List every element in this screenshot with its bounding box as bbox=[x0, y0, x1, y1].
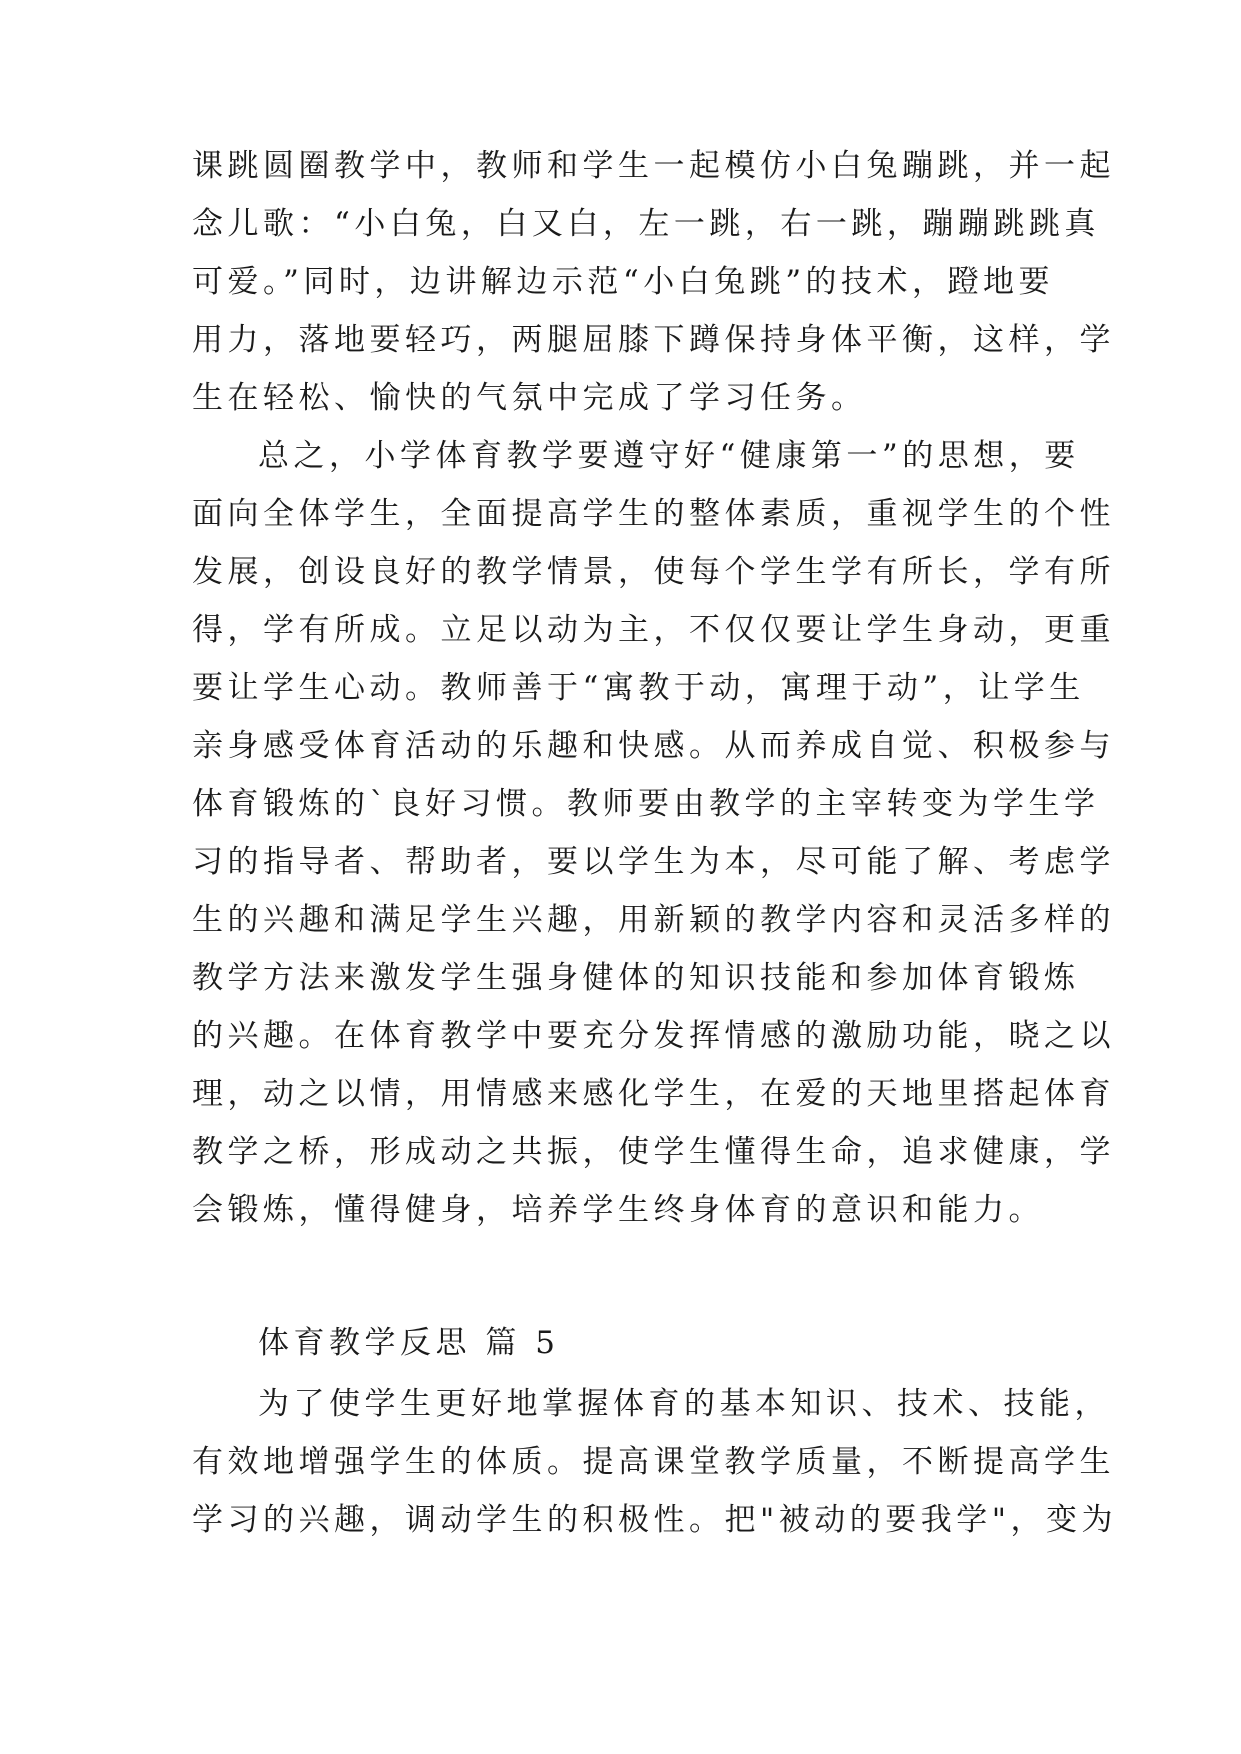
paragraph-line: 学习的兴趣，调动学生的积极性。把"被动的要我学"，变为 bbox=[192, 1502, 1118, 1538]
paragraph-line: 习的指导者、帮助者，要以学生为本，尽可能了解、考虑学 bbox=[192, 844, 1115, 880]
paragraph-line: 理，动之以情，用情感来感化学生，在爱的天地里搭起体育 bbox=[192, 1076, 1115, 1112]
paragraph-line: 教学之桥，形成动之共振，使学生懂得生命，追求健康，学 bbox=[192, 1134, 1115, 1170]
paragraph-line: 为了使学生更好地掌握体育的基本知识、技术、技能， bbox=[258, 1386, 1110, 1422]
section-heading: 体育教学反思 篇 5 bbox=[258, 1325, 560, 1361]
paragraph-line: 面向全体学生，全面提高学生的整体素质，重视学生的个性 bbox=[192, 496, 1115, 532]
paragraph-line: 会锻炼，懂得健身，培养学生终身体育的意识和能力。 bbox=[192, 1192, 1044, 1228]
paragraph-line: 有效地增强学生的体质。提高课堂教学质量，不断提高学生 bbox=[192, 1444, 1115, 1480]
paragraph-line: 教学方法来激发学生强身健体的知识技能和参加体育锻炼 bbox=[192, 960, 1080, 996]
paragraph-line: 生的兴趣和满足学生兴趣，用新颖的教学内容和灵活多样的 bbox=[192, 902, 1115, 938]
paragraph-line: 亲身感受体育活动的乐趣和快感。从而养成自觉、积极参与 bbox=[192, 728, 1115, 764]
paragraph-line: 可爱。”同时，边讲解边示范“小白兔跳”的技术，蹬地要 bbox=[192, 264, 1055, 300]
paragraph-line: 总之，小学体育教学要遵守好“健康第一”的思想，要 bbox=[258, 438, 1080, 474]
paragraph-line: 念儿歌：“小白兔，白又白，左一跳，右一跳，蹦蹦跳跳真 bbox=[192, 206, 1100, 242]
paragraph-line: 得，学有所成。立足以动为主，不仅仅要让学生身动，更重 bbox=[192, 612, 1115, 648]
paragraph-line: 用力，落地要轻巧，两腿屈膝下蹲保持身体平衡，这样，学 bbox=[192, 322, 1115, 358]
paragraph-line: 体育锻炼的`良好习惯。教师要由教学的主宰转变为学生学 bbox=[192, 786, 1100, 822]
paragraph-line: 的兴趣。在体育教学中要充分发挥情感的激励功能，晓之以 bbox=[192, 1018, 1115, 1054]
paragraph-line: 生在轻松、愉快的气氛中完成了学习任务。 bbox=[192, 380, 867, 416]
paragraph-line: 课跳圆圈教学中，教师和学生一起模仿小白兔蹦跳，并一起 bbox=[192, 148, 1115, 184]
paragraph-line: 发展，创设良好的教学情景，使每个学生学有所长，学有所 bbox=[192, 554, 1115, 590]
paragraph-line: 要让学生心动。教师善于“寓教于动，寓理于动”，让学生 bbox=[192, 670, 1085, 706]
